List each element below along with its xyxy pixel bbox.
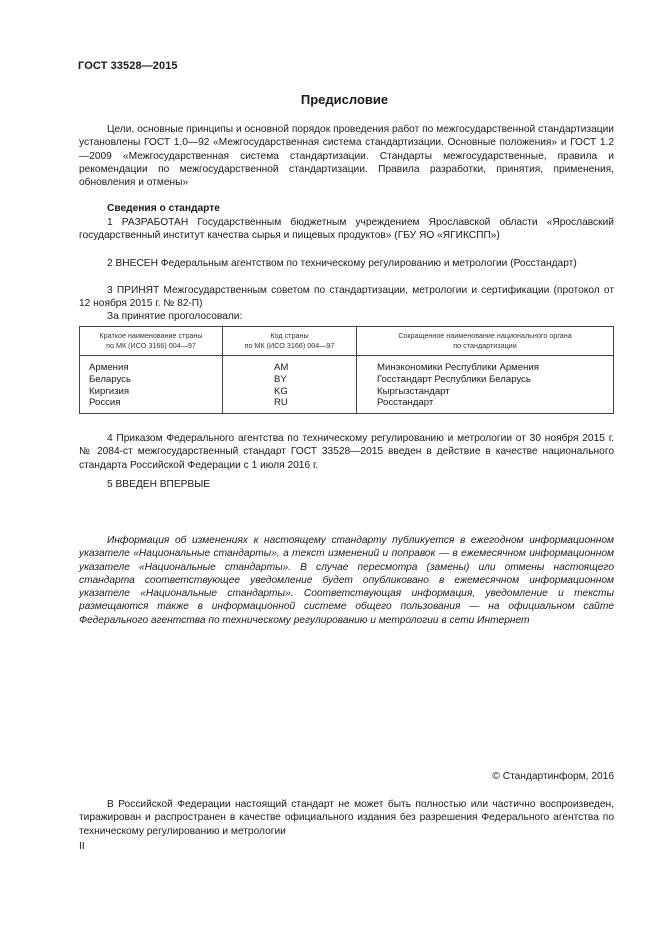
table-row (80, 386, 614, 398)
header-code-line2: по МК (ИСО 3166) 004—97 (244, 341, 335, 350)
code-cell (223, 397, 357, 413)
header-code (223, 327, 357, 356)
copyright: © Стандартинформ, 2016 (492, 771, 614, 782)
about-item-1: 1 РАЗРАБОТАН Государственным бюджетным учреждением Ярославской области «Ярославский государственный институт качества сырья и пищевых продуктов» (ГБУ ЯО «ЯГИКСПП») (79, 217, 614, 242)
country-cell: Беларусь (80, 374, 223, 386)
table-row (80, 374, 614, 386)
about-item-5: 5 ВВЕДЕН ВПЕРВЫЕ (107, 479, 211, 490)
page-title: Предисловие (300, 92, 389, 107)
info-notice: Информация об изменениях к настоящему стандарту публикуется в ежегодном информационном указателе «Национальные стандарты», а текст изменений и поправок — в ежемесячном информационном указателе «Национальные стандарты». В случае пересмотра (замены) или отмены настоящего стандарта соответствующее уведомление будет опубликовано в ежемесячном информационном указателе «Национальные стандарты». Соответствующая информация, уведомление и тексты размещаются также в информационной системе общего пользования — на официальном сайте Федерального агентства по техническому регулированию и метрологии в сети Интернет (79, 535, 614, 626)
code-value: BY (274, 373, 287, 385)
body-cell: Кыргызстандарт (357, 386, 614, 398)
code-cell (223, 386, 357, 398)
code-cell (223, 374, 357, 386)
header-country (80, 327, 223, 356)
document-number: ГОСТ 33528—2015 (78, 60, 178, 72)
votes-table-header (80, 327, 614, 356)
page-number: II (79, 841, 85, 852)
table-row (80, 356, 614, 374)
about-item-4: 4 Приказом Федерального агентства по техническому регулированию и метрологии от 30 ноября 2015 г. № 2084-ст межгосударственный стандарт ГОСТ 33528—2015 введен в действие в качестве национального стандарта Российской Федерации с 1 июля 2016 г. (79, 433, 614, 471)
header-body (357, 327, 614, 356)
code-value: RU (274, 397, 288, 409)
body-cell: Госстандарт Республики Беларусь (357, 374, 614, 386)
rights-notice: В Российской Федерации настоящий стандарт не может быть полностью или частично воспроизведен, тиражирован и распространен в качестве официального издания без разрешения Федерального агентства по техническому регулированию и метрологии (79, 799, 614, 837)
votes-table (79, 326, 614, 414)
about-item-2: 2 ВНЕСЕН Федеральным агентством по техническому регулированию и метрологии (Росстандарт) (107, 258, 577, 269)
header-body-line1: Сокращенное наименование национального органа (398, 331, 572, 340)
country-cell: Россия (80, 397, 223, 413)
votes-caption: За принятие проголосовали: (107, 311, 243, 322)
section-heading-about: Сведения о стандарте (107, 203, 220, 214)
header-country-line1: Краткое наименование страны (99, 331, 203, 340)
body-cell: Минэкономики Республики Армения (357, 356, 614, 374)
header-code-line1: Код страны (270, 331, 309, 340)
country-cell: Киргизия (80, 386, 223, 398)
header-body-line2: по стандартизации (453, 341, 517, 350)
table-row (80, 397, 614, 413)
code-value: AM (274, 362, 289, 373)
header-country-line2: по МК (ИСО 3166) 004—97 (106, 341, 196, 350)
body-cell: Росстандарт (357, 397, 614, 413)
country-cell: Армения (80, 356, 223, 374)
about-item-3: 3 ПРИНЯТ Межгосударственным советом по стандартизации, метрологии и сертификации (протокол от 12 ноября 2015 г. № 82-П) (79, 285, 614, 310)
code-value: KG (274, 385, 288, 397)
code-cell (223, 356, 357, 374)
intro-paragraph: Цели, основные принципы и основной порядок проведения работ по межгосударственной стандартизации установлены ГОСТ 1.0—92 «Межгосударственная система стандартизации. Основные положения» и ГОСТ 1.2—2009 «Межгосударственная система стандартизации. Стандарты межгосударственные, правила и рекомендации по межгосударственной стандартизации. Правила разработки, принятия, применения, обновления и отмены» (79, 124, 614, 189)
